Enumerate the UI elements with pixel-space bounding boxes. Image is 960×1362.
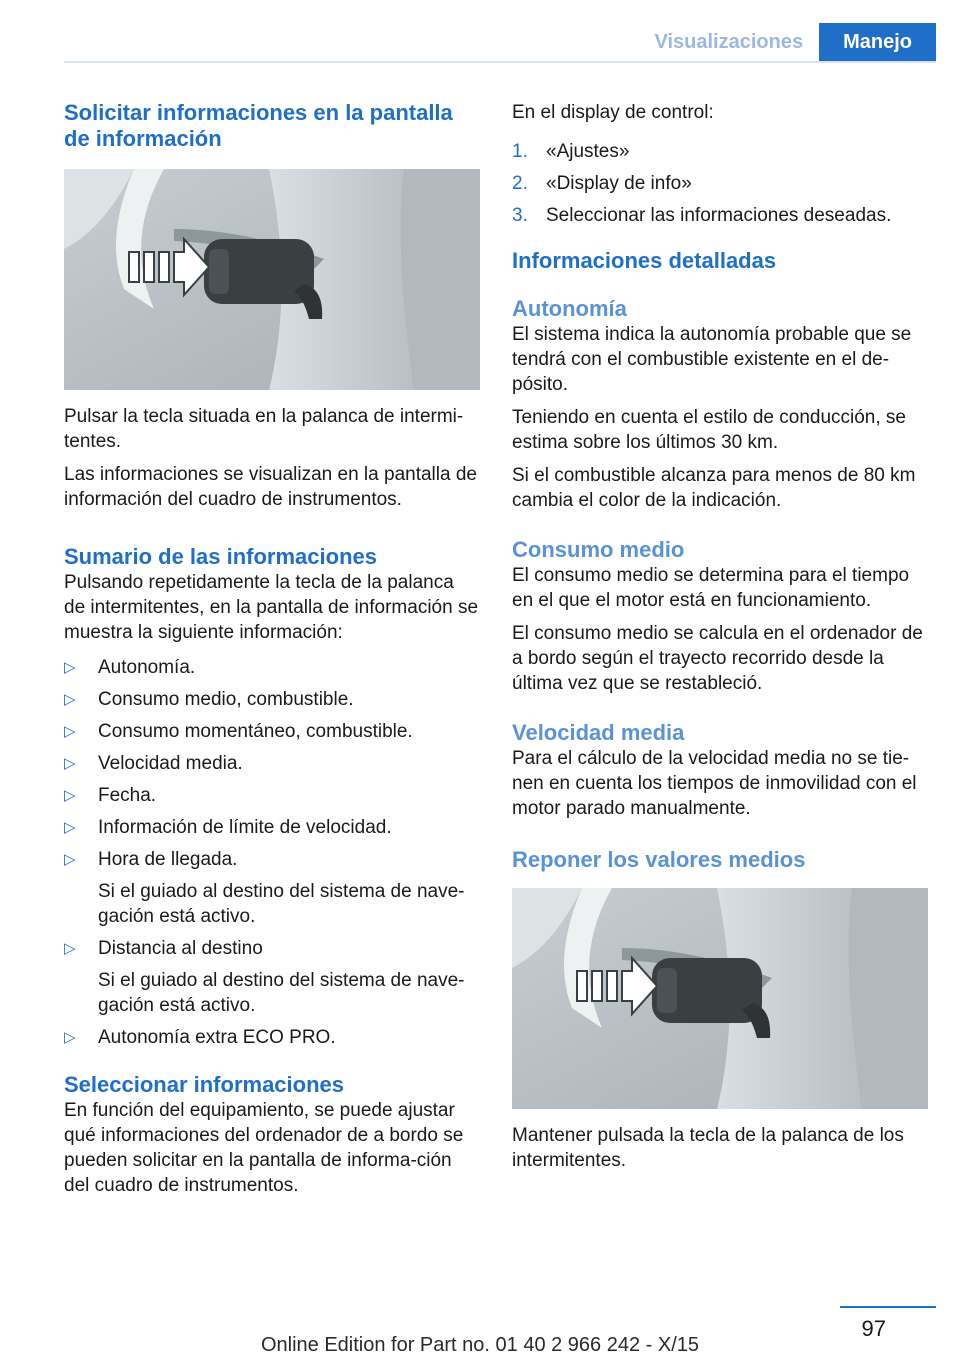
list-item-text: Autonomía extra ECO PRO. [98,1027,336,1048]
tab-visualizaciones[interactable]: Visualizaciones [639,23,820,61]
triangle-right-icon: ▷ [64,659,76,676]
triangle-right-icon: ▷ [64,851,76,868]
list-item-text: Velocidad media. [98,753,243,774]
list-item-text: Distancia al destino [98,938,263,959]
list-item [64,1025,480,1050]
turn-signal-lever-illustration [64,169,480,390]
paragraph-press-key: Pulsar la tecla situada en la palanca de intermi‐tentes. [64,406,464,452]
list-item-text: Consumo momentáneo, combustible. [98,721,413,742]
list-item-text: Fecha. [98,785,157,806]
subsection-title-consumption: Consumo medio [512,537,685,562]
step-text: «Display de info» [546,173,692,194]
paragraph-autonomy-2: Teniendo en cuenta el estilo de conducción, se estima sobre los últimos 30 km. [512,407,906,453]
list-item-note: Si el guiado al destino del sistema de nave‐gación está activo. [98,970,465,1016]
paragraph-speed-1: Para el cálculo de la velocidad media no se tie‐nen en cuenta los tiempos de inmovilidad con el motor parado manualmente. [512,748,917,819]
list-item [64,655,480,680]
list-item [64,719,480,744]
footer-divider [840,1306,936,1308]
triangle-right-icon: ▷ [64,691,76,708]
paragraph-control-display: En el display de control: [512,102,714,123]
paragraph-autonomy-3: Si el combustible alcanza para menos de 80 km cambia el color de la indicación. [512,465,916,511]
list-item [64,751,480,776]
paragraph-reset: Mantener pulsada la tecla de la palanca de los intermitentes. [512,1125,904,1171]
footer-edition-text: Online Edition for Part no. 01 40 2 966 242 - X/15 [260,1334,700,1356]
list-item-text: Autonomía. [98,657,196,678]
turn-signal-lever-illustration-reset [512,888,928,1109]
info-list [64,655,480,1050]
list-item-text: Información de límite de velocidad. [98,817,392,838]
list-item-text: Hora de llegada. [98,849,238,870]
step-number: 1. [512,141,528,162]
step-text: «Ajustes» [546,141,630,162]
section-title-summary: Sumario de las informaciones [64,544,377,569]
triangle-right-icon: ▷ [64,819,76,836]
left-column [64,100,480,1198]
list-item [64,783,480,808]
header-tabs [639,23,937,61]
paragraph-select-info: En función del equipamiento, se puede ajustar qué informaciones del ordenador de a bordo se pueden solicitar en la pantalla de informa‐ción del cuadro de instrumentos. [64,1100,464,1196]
page-number: 97 [861,1316,886,1341]
section-title-select-info: Seleccionar informaciones [64,1072,344,1097]
list-item-note: Si el guiado al destino del sistema de nave‐gación está activo. [98,881,465,927]
step-item [512,139,928,164]
list-item [64,847,480,929]
paragraph-autonomy-1: El sistema indica la autonomía probable que se tendrá con el combustible existente en el de‐pósito. [512,324,912,395]
triangle-right-icon: ▷ [64,940,76,957]
paragraph-consumption-2: El consumo medio se calcula en el ordenador de a bordo según el trayecto recorrido desde la última vez que se restableció. [512,623,923,694]
step-item [512,171,928,196]
subsection-title-reset: Reponer los valores medios [512,847,806,872]
subsection-title-speed: Velocidad media [512,720,685,745]
subsection-title-autonomy: Autonomía [512,296,627,321]
list-item [64,936,480,1018]
steps-list [512,139,928,228]
tab-manejo[interactable]: Manejo [819,23,936,61]
step-number: 2. [512,173,528,194]
list-item-text: Consumo medio, combustible. [98,689,354,710]
step-number: 3. [512,205,528,226]
list-item [64,815,480,840]
right-column [512,100,928,1173]
triangle-right-icon: ▷ [64,723,76,740]
section-title-details: Informaciones detalladas [512,248,777,273]
paragraph-summary: Pulsando repetidamente la tecla de la palanca de intermitentes, en la pantalla de información se muestra la siguiente información: [64,572,479,643]
section-title-request-info: Solicitar informaciones en la pantalla de información [64,100,453,151]
triangle-right-icon: ▷ [64,1029,76,1046]
triangle-right-icon: ▷ [64,787,76,804]
step-item [512,203,928,228]
header-divider [64,61,936,63]
paragraph-info-display: Las informaciones se visualizan en la pantalla de información del cuadro de instrumentos. [64,464,477,510]
step-text: Seleccionar las informaciones deseadas. [546,205,892,226]
list-item [64,687,480,712]
paragraph-consumption-1: El consumo medio se determina para el tiempo en el que el motor está en funcionamiento. [512,565,910,611]
triangle-right-icon: ▷ [64,755,76,772]
